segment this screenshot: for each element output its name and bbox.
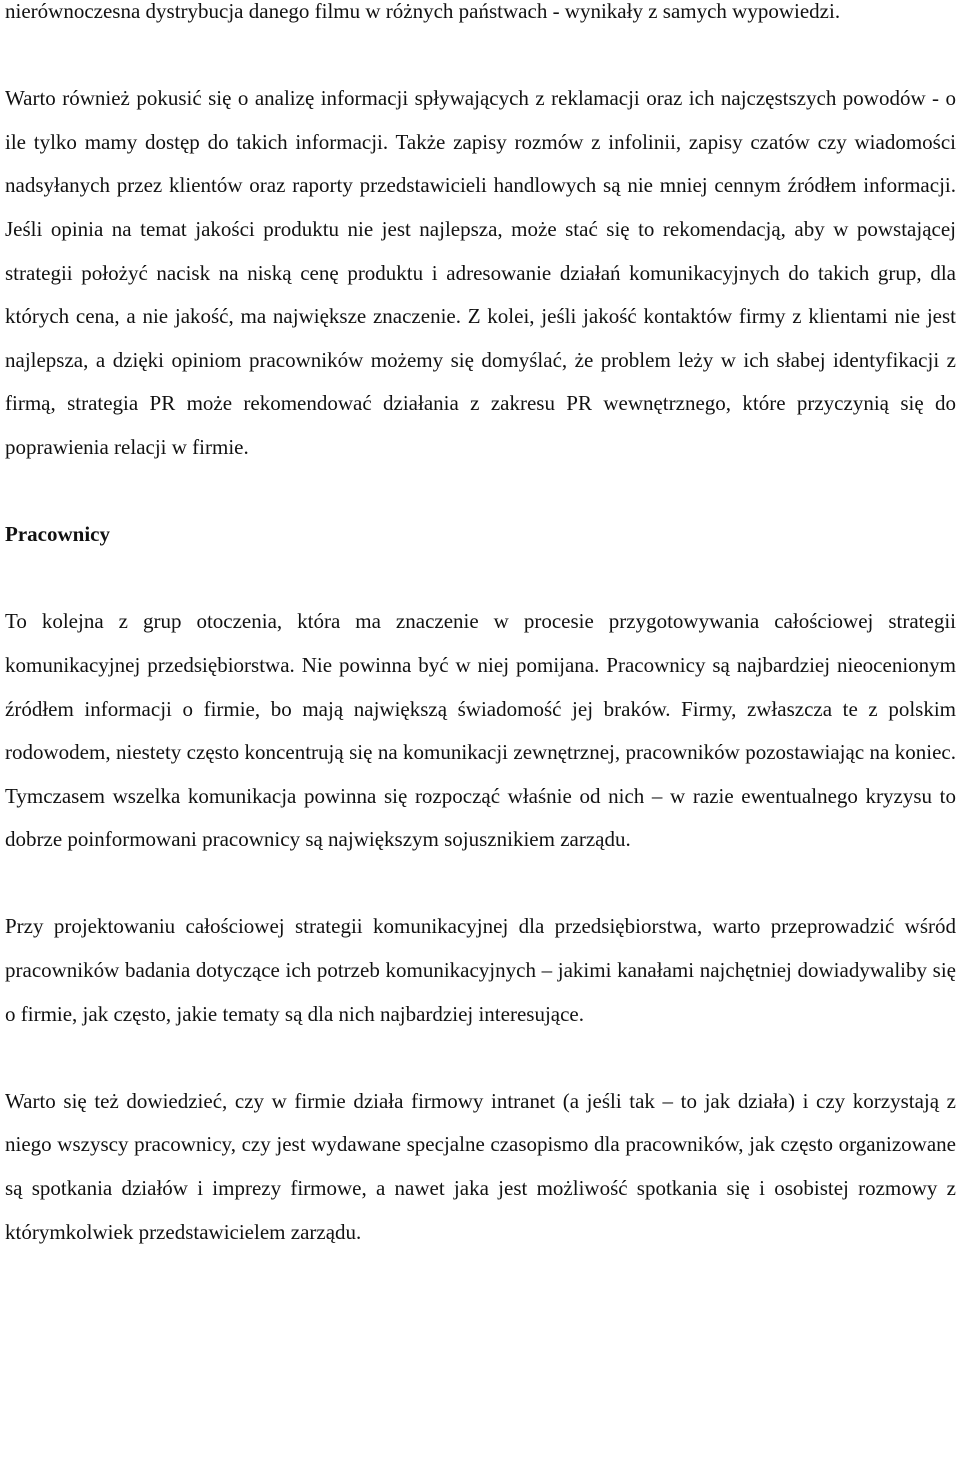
paragraph-film-distribution: nierównoczesna dystrybucja danego filmu w różnych państwach - wynikały z samych wypowiedzi. xyxy=(5,0,841,23)
paragraph-intranet: Warto się też dowiedzieć, czy w firmie działa firmowy intranet (a jeśli tak – to jak działa) i czy korzystają z niego wszyscy pracownicy, czy jest wydawane specjalne czasopismo dla pracowników, jak często organizowane są spotkania działów i imprezy firmowe, a nawet jaka jest możliwość spotkania się i osobistej rozmowy z którymkolwiek przedstawicielem zarządu. xyxy=(5,1088,956,1244)
section-heading-employees: Pracownicy xyxy=(5,522,110,547)
paragraph-employees-group: To kolejna z grup otoczenia, która ma znaczenie w procesie przygotowywania całościowej strategii komunikacyjnej przedsiębiorstwa. Nie powinna być w niej pomijana. Pracownicy są najbardziej nieocenionym źródłem informacji o firmie, bo mają największą świadomość jej braków. Firmy, zwłaszcza te z polskim rodowodem, niestety często koncentrują się na komunikacji zewnętrznej, pracowników pozostawiając na koniec. Tymczasem wszelka komunikacja powinna się rozpocząć właśnie od nich – w razie ewentualnego kryzysu to dobrze poinformowani pracownicy są największym sojusznikiem zarządu. xyxy=(5,609,956,852)
document-page xyxy=(5,0,956,1298)
paragraph-complaints-analysis: Warto również pokusić się o analizę informacji spływających z reklamacji oraz ich najczęstszych powodów - o ile tylko mamy dostęp do takich informacji. Także zapisy rozmów z infolinii, zapisy czatów czy wiadomości nadsyłanych przez klientów oraz raporty przedstawicieli handlowych są nie mniej cennym źródłem informacji. Jeśli opinia na temat jakości produktu nie jest najlepsza, może stać się to rekomendacją, aby w powstającej strategii położyć nacisk na niską cenę produktu i adresowanie działań komunikacyjnych do takich grup, dla których cena, a nie jakość, ma największe znaczenie. Z kolei, jeśli jakość kontaktów firmy z klientami nie jest najlepsza, a dzięki opiniom pracowników możemy się domyślać, że problem leży w ich słabej identyfikacji z firmą, strategia PR może rekomendować działania z zakresu PR wewnętrznego, które przyczynią się do poprawienia relacji w firmie. xyxy=(5,86,956,459)
paragraph-employee-research: Przy projektowaniu całościowej strategii komunikacyjnej dla przedsiębiorstwa, warto przeprowadzić wśród pracowników badania dotyczące ich potrzeb komunikacyjnych – jakimi kanałami najchętniej dowiadywaliby się o firmie, jak często, jakie tematy są dla nich najbardziej interesujące. xyxy=(5,914,956,1026)
